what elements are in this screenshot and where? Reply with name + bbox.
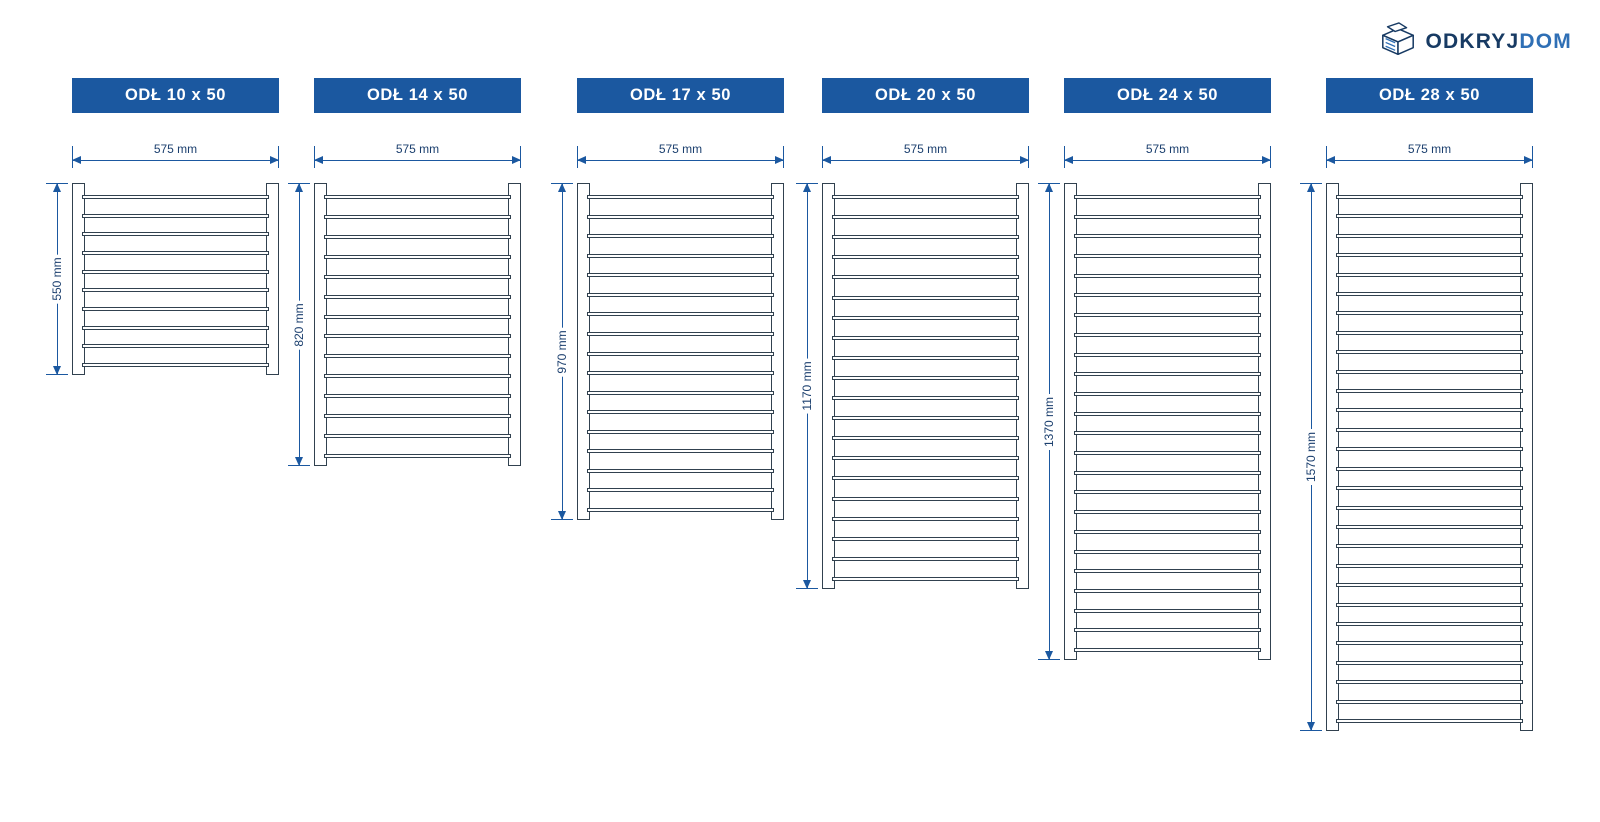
radiator-rung — [832, 577, 1019, 581]
dimension-arrow-top — [295, 183, 303, 192]
radiator-rung — [1336, 680, 1523, 684]
brand-name-secondary: DOM — [1519, 29, 1572, 53]
radiator-rungs-2 — [324, 183, 511, 466]
radiator-rung — [832, 316, 1019, 320]
radiator-rung — [1336, 292, 1523, 296]
height-dimension-2 — [288, 183, 310, 466]
radiator-rung — [1336, 506, 1523, 510]
radiator-rung — [1074, 510, 1261, 514]
dimension-arrow-bottom — [558, 511, 566, 520]
radiator-rung — [324, 354, 511, 358]
radiator-rung — [324, 414, 511, 418]
dimension-arrow-right — [775, 156, 784, 164]
radiator-rung — [1074, 274, 1261, 278]
radiator-rung — [587, 410, 774, 414]
radiator-rung — [324, 334, 511, 338]
model-panel-4 — [796, 0, 1052, 822]
height-dimension-3 — [551, 183, 573, 520]
radiator-rungs-1 — [82, 183, 269, 375]
model-title-6: ODŁ 28 x 50 — [1326, 78, 1533, 113]
radiator-rung — [324, 454, 511, 458]
radiator-rung — [587, 391, 774, 395]
radiator-rung — [587, 312, 774, 316]
dimension-arrow-top — [803, 183, 811, 192]
radiator-rung — [82, 195, 269, 199]
radiator-rung — [832, 456, 1019, 460]
radiator-rung — [1336, 428, 1523, 432]
dimension-arrow-right — [512, 156, 521, 164]
model-panel-6 — [1300, 0, 1556, 822]
radiator-rung — [324, 275, 511, 279]
radiator-rung — [1336, 719, 1523, 723]
radiator-rung — [1336, 525, 1523, 529]
width-label-6: 575 mm — [1395, 142, 1465, 156]
dimension-arrow-right — [1524, 156, 1533, 164]
model-title-5: ODŁ 24 x 50 — [1064, 78, 1271, 113]
width-label-5: 575 mm — [1133, 142, 1203, 156]
dimension-arrow-bottom — [803, 580, 811, 589]
radiator-rung — [587, 332, 774, 336]
radiator-rung — [832, 235, 1019, 239]
radiator-rung — [1074, 234, 1261, 238]
radiator-rung — [1074, 313, 1261, 317]
radiator-rung — [587, 273, 774, 277]
radiator-rung — [324, 315, 511, 319]
radiator-rung — [1336, 603, 1523, 607]
radiator-rung — [832, 537, 1019, 541]
radiator-rung — [1336, 331, 1523, 335]
radiator-rung — [82, 232, 269, 236]
radiator-rung — [587, 430, 774, 434]
radiator-rung — [82, 344, 269, 348]
height-dimension-1 — [46, 183, 68, 375]
radiator-rung — [1336, 370, 1523, 374]
radiator-drawing-4 — [822, 183, 1029, 589]
dimension-arrow-right — [1262, 156, 1271, 164]
radiator-rung — [1074, 569, 1261, 573]
radiator-rung — [1074, 412, 1261, 416]
dimension-arrow-bottom — [1307, 722, 1315, 731]
model-title-2: ODŁ 14 x 50 — [314, 78, 521, 113]
radiator-rung — [832, 255, 1019, 259]
model-panel-3 — [551, 0, 807, 822]
radiator-rung — [1074, 471, 1261, 475]
model-title-1: ODŁ 10 x 50 — [72, 78, 279, 113]
width-dimension-1 — [72, 142, 279, 167]
radiator-rungs-4 — [832, 183, 1019, 589]
radiator-rung — [832, 497, 1019, 501]
height-label-6: 1570 mm — [1302, 429, 1320, 485]
radiator-rung — [587, 195, 774, 199]
height-label-2: 820 mm — [290, 300, 308, 349]
dimension-arrow-left — [1326, 156, 1335, 164]
radiator-rung — [832, 416, 1019, 420]
radiator-rung — [82, 214, 269, 218]
radiator-rung — [587, 469, 774, 473]
radiator-rung — [1074, 353, 1261, 357]
radiator-rung — [1336, 214, 1523, 218]
radiator-drawing-1 — [72, 183, 279, 375]
radiator-rung — [832, 517, 1019, 521]
radiator-drawing-5 — [1064, 183, 1271, 660]
radiator-rung — [1074, 589, 1261, 593]
radiator-rung — [587, 508, 774, 512]
radiator-rung — [1074, 451, 1261, 455]
radiator-rungs-6 — [1336, 183, 1523, 731]
radiator-rung — [1336, 641, 1523, 645]
height-dimension-5 — [1038, 183, 1060, 660]
dimension-arrow-bottom — [295, 457, 303, 466]
dimension-arrow-top — [1307, 183, 1315, 192]
radiator-rung — [1336, 408, 1523, 412]
dimension-line — [822, 160, 1029, 161]
radiator-rung — [1074, 648, 1261, 652]
radiator-rung — [1336, 195, 1523, 199]
width-dimension-6 — [1326, 142, 1533, 167]
dimension-arrow-left — [1064, 156, 1073, 164]
radiator-rung — [1336, 350, 1523, 354]
radiator-rung — [324, 394, 511, 398]
radiator-rung — [1336, 311, 1523, 315]
radiator-rung — [1336, 700, 1523, 704]
radiator-rung — [324, 195, 511, 199]
radiator-rung — [587, 215, 774, 219]
height-label-4: 1170 mm — [798, 358, 816, 413]
radiator-drawing-2 — [314, 183, 521, 466]
radiator-rung — [82, 326, 269, 330]
radiator-rung — [1074, 293, 1261, 297]
dimension-arrow-left — [822, 156, 831, 164]
dimension-line — [577, 160, 784, 161]
radiator-rung — [324, 215, 511, 219]
model-title-4: ODŁ 20 x 50 — [822, 78, 1029, 113]
radiator-rung — [587, 293, 774, 297]
radiator-rung — [1336, 583, 1523, 587]
radiator-rung — [1336, 564, 1523, 568]
width-label-4: 575 mm — [891, 142, 961, 156]
radiator-drawing-6 — [1326, 183, 1533, 731]
width-dimension-2 — [314, 142, 521, 167]
brand-name-primary: ODKRYJ — [1425, 29, 1520, 53]
radiator-rung — [1336, 389, 1523, 393]
radiator-rung — [832, 195, 1019, 199]
radiator-rung — [832, 557, 1019, 561]
model-panel-1 — [46, 0, 302, 822]
radiator-rung — [1336, 273, 1523, 277]
radiator-rung — [832, 275, 1019, 279]
radiator-rung — [1074, 490, 1261, 494]
dimension-arrow-bottom — [53, 366, 61, 375]
radiator-rung — [82, 288, 269, 292]
dimension-arrow-left — [72, 156, 81, 164]
dimension-line — [1326, 160, 1533, 161]
radiator-rung — [832, 215, 1019, 219]
radiator-rung — [1336, 622, 1523, 626]
radiator-rung — [1336, 544, 1523, 548]
radiator-rung — [1074, 195, 1261, 199]
model-panel-2 — [288, 0, 544, 822]
width-label-1: 575 mm — [141, 142, 211, 156]
model-panel-5 — [1038, 0, 1294, 822]
radiator-rung — [832, 376, 1019, 380]
radiator-rung — [587, 488, 774, 492]
height-dimension-6 — [1300, 183, 1322, 731]
width-label-3: 575 mm — [646, 142, 716, 156]
dimension-line — [72, 160, 279, 161]
radiator-rung — [832, 396, 1019, 400]
radiator-rung — [324, 434, 511, 438]
radiator-rung — [1074, 215, 1261, 219]
height-label-1: 550 mm — [48, 254, 66, 303]
radiator-rung — [324, 235, 511, 239]
radiator-rung — [832, 476, 1019, 480]
radiator-rung — [1074, 550, 1261, 554]
width-dimension-3 — [577, 142, 784, 167]
radiator-rung — [1074, 609, 1261, 613]
dimension-arrow-top — [558, 183, 566, 192]
radiator-rung — [82, 251, 269, 255]
radiator-rung — [82, 363, 269, 367]
dimension-line — [1064, 160, 1271, 161]
radiator-rung — [324, 295, 511, 299]
dimension-arrow-right — [1020, 156, 1029, 164]
radiator-drawing-3 — [577, 183, 784, 520]
dimension-arrow-top — [53, 183, 61, 192]
radiator-rung — [1074, 254, 1261, 258]
radiator-rung — [1336, 234, 1523, 238]
radiator-rung — [587, 352, 774, 356]
radiator-rungs-3 — [587, 183, 774, 520]
width-dimension-5 — [1064, 142, 1271, 167]
radiator-rung — [1336, 486, 1523, 490]
radiator-rung — [832, 436, 1019, 440]
radiator-rung — [1074, 333, 1261, 337]
radiator-rung — [832, 356, 1019, 360]
radiator-rung — [587, 449, 774, 453]
radiator-rung — [1336, 467, 1523, 471]
radiator-rung — [1074, 392, 1261, 396]
radiator-rung — [1074, 431, 1261, 435]
width-dimension-4 — [822, 142, 1029, 167]
radiator-rung — [1336, 447, 1523, 451]
radiator-rung — [82, 307, 269, 311]
dimension-line — [314, 160, 521, 161]
dimension-arrow-bottom — [1045, 651, 1053, 660]
radiator-rungs-5 — [1074, 183, 1261, 660]
radiator-rung — [324, 255, 511, 259]
radiator-rung — [1074, 628, 1261, 632]
dimension-arrow-left — [577, 156, 586, 164]
radiator-rung — [1074, 372, 1261, 376]
height-dimension-4 — [796, 183, 818, 589]
radiator-rung — [587, 254, 774, 258]
radiator-rung — [1336, 253, 1523, 257]
radiator-rung — [1336, 661, 1523, 665]
radiator-rung — [587, 371, 774, 375]
radiator-rung — [324, 374, 511, 378]
radiator-rung — [832, 296, 1019, 300]
dimension-arrow-top — [1045, 183, 1053, 192]
radiator-rung — [587, 234, 774, 238]
dimension-arrow-left — [314, 156, 323, 164]
height-label-5: 1370 mm — [1040, 393, 1058, 449]
height-label-3: 970 mm — [553, 327, 571, 376]
radiator-rung — [1074, 530, 1261, 534]
dimension-arrow-right — [270, 156, 279, 164]
radiator-rung — [832, 336, 1019, 340]
model-title-3: ODŁ 17 x 50 — [577, 78, 784, 113]
width-label-2: 575 mm — [383, 142, 453, 156]
radiator-rung — [82, 270, 269, 274]
